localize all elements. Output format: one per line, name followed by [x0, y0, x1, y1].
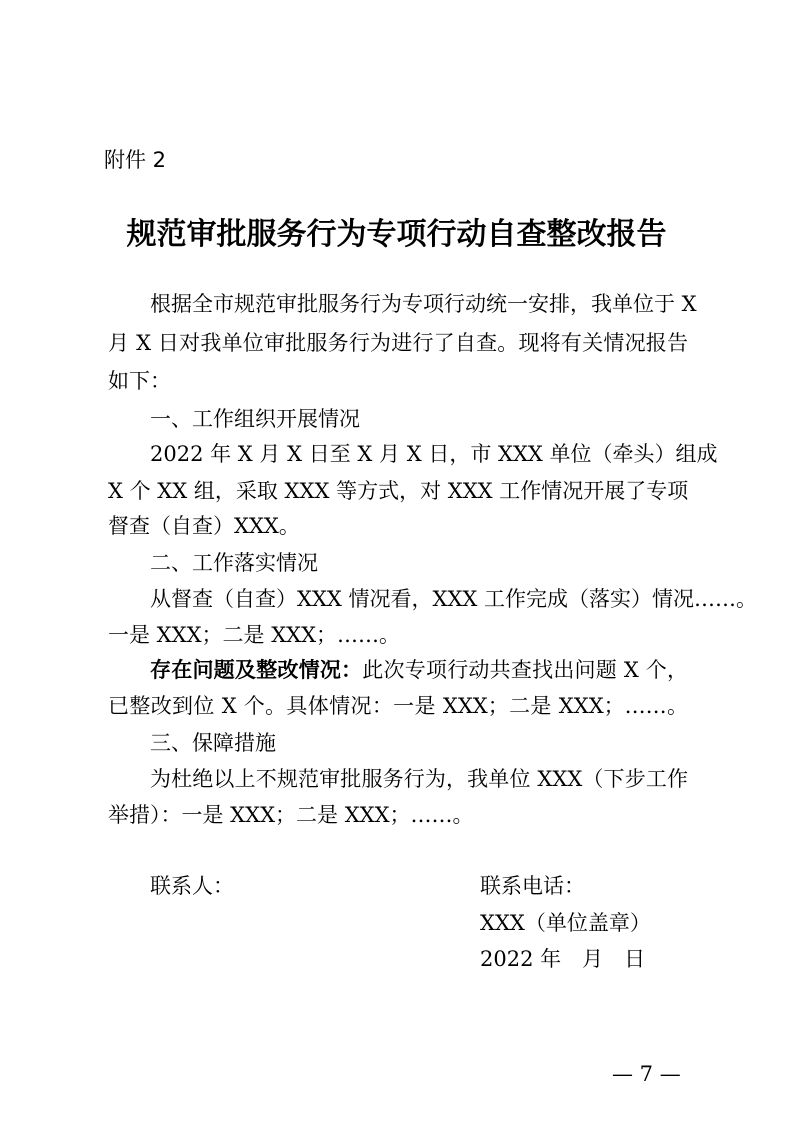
problem-lead: 存在问题及整改情况：	[150, 657, 363, 682]
section-3-line-2: 举措）：一是 XXX；二是 XXX；……。	[108, 803, 474, 827]
intro-line-2: 月 X 日对我单位审批服务行为进行了自查。现将有关情况报告	[108, 331, 688, 355]
attachment-label: 附件 2	[104, 148, 167, 172]
section-2-heading: 二、工作落实情况	[150, 551, 318, 575]
section-1-heading: 一、工作组织开展情况	[150, 407, 360, 431]
section-2-line-2: 一是 XXX；二是 XXX；……。	[108, 623, 401, 647]
unit-seal-label: XXX（单位盖章）	[480, 911, 651, 935]
section-1-line-3: 督查（自查）XXX。	[108, 514, 300, 538]
problem-paragraph-line-2: 已整改到位 X 个。具体情况：一是 XXX；二是 XXX；……。	[108, 694, 688, 718]
section-3-line-1: 为杜绝以上不规范审批服务行为，我单位 XXX（下步工作	[150, 767, 688, 791]
problem-paragraph-line-1	[150, 656, 688, 684]
section-1-line-2: X 个 XX 组，采取 XXX 等方式，对 XXX 工作情况开展了专项	[108, 479, 689, 503]
section-1-line-1: 2022 年 X 月 X 日至 X 月 X 日，市 XXX 单位（牵头）组成	[150, 442, 718, 466]
contact-phone-label: 联系电话：	[480, 874, 585, 898]
section-3-heading: 三、保障措施	[150, 731, 276, 755]
document-title: 规范审批服务行为专项行动自查整改报告	[126, 217, 667, 252]
section-2-line-1: 从督查（自查）XXX 情况看，XXX 工作完成（落实）情况……。	[150, 587, 758, 611]
signature-date: 2022 年 月 日	[480, 947, 646, 971]
page-number: — 7 —	[612, 1062, 681, 1086]
intro-line-3: 如下：	[108, 369, 171, 393]
problem-rest: 此次专项行动共查找出问题 X 个，	[362, 658, 688, 682]
intro-line-1: 根据全市规范审批服务行为专项行动统一安排，我单位于 X	[150, 292, 697, 316]
contact-person-label: 联系人：	[150, 874, 234, 898]
